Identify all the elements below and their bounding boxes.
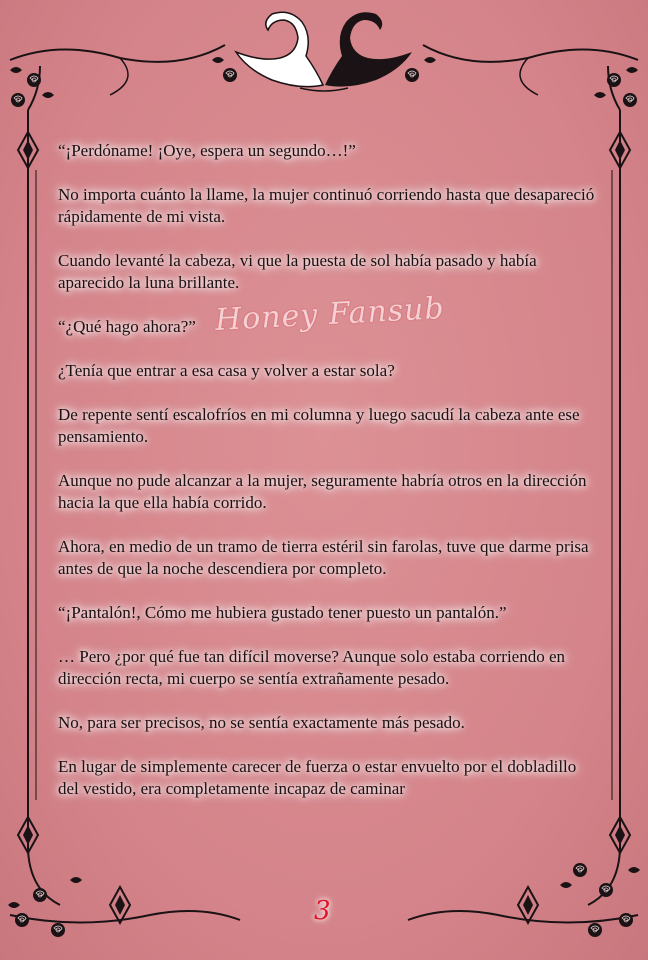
story-text	[58, 140, 598, 822]
paragraph-11: No, para ser precisos, no se sentía exactamente más pesado.	[58, 713, 465, 732]
paragraph-4: “¿Qué hago ahora?”	[58, 317, 196, 336]
paragraph-8: Ahora, en medio de un tramo de tierra estéril sin farolas, tuve que darme prisa antes de que la noche descendiera por completo.	[58, 537, 589, 578]
paragraph-7: Aunque no pude alcanzar a la mujer, seguramente habría otros en la dirección hacia la que ella había corrido.	[58, 471, 587, 512]
rose-corner-ornament-icon	[10, 57, 237, 107]
watermark: Honey Fansub	[214, 291, 446, 338]
paragraph-2: No importa cuánto la llame, la mujer continuó corriendo hasta que desapareció rápidamente de mi vista.	[58, 185, 595, 226]
paragraph-12: En lugar de simplemente carecer de fuerza o estar envuelto por el dobladillo del vestido, era completamente incapaz de caminar	[58, 757, 577, 798]
paragraph-6: De repente sentí escalofríos en mi columna y luego sacudí la cabeza ante ese pensamiento.	[58, 405, 580, 446]
paragraph-5: ¿Tenía que entrar a esa casa y volver a estar sola?	[58, 361, 395, 380]
page-number: 3	[314, 896, 331, 926]
paragraph-3: Cuando levanté la cabeza, vi que la puesta de sol había pasado y había aparecido la luna brillante.	[58, 251, 537, 292]
paragraph-10: … Pero ¿por qué fue tan difícil moverse? Aunque solo estaba corriendo en dirección recta, mi cuerpo se sentía extrañamente pesado.	[58, 647, 566, 688]
paragraph-4-wrapper	[58, 291, 598, 338]
paragraph-9: “¡Pantalón!, Cómo me hubiera gustado tener puesto un pantalón.”	[58, 603, 507, 622]
swan-pair-icon	[236, 12, 412, 91]
paragraph-1: “¡Perdóname! ¡Oye, espera un segundo…!”	[58, 141, 356, 160]
